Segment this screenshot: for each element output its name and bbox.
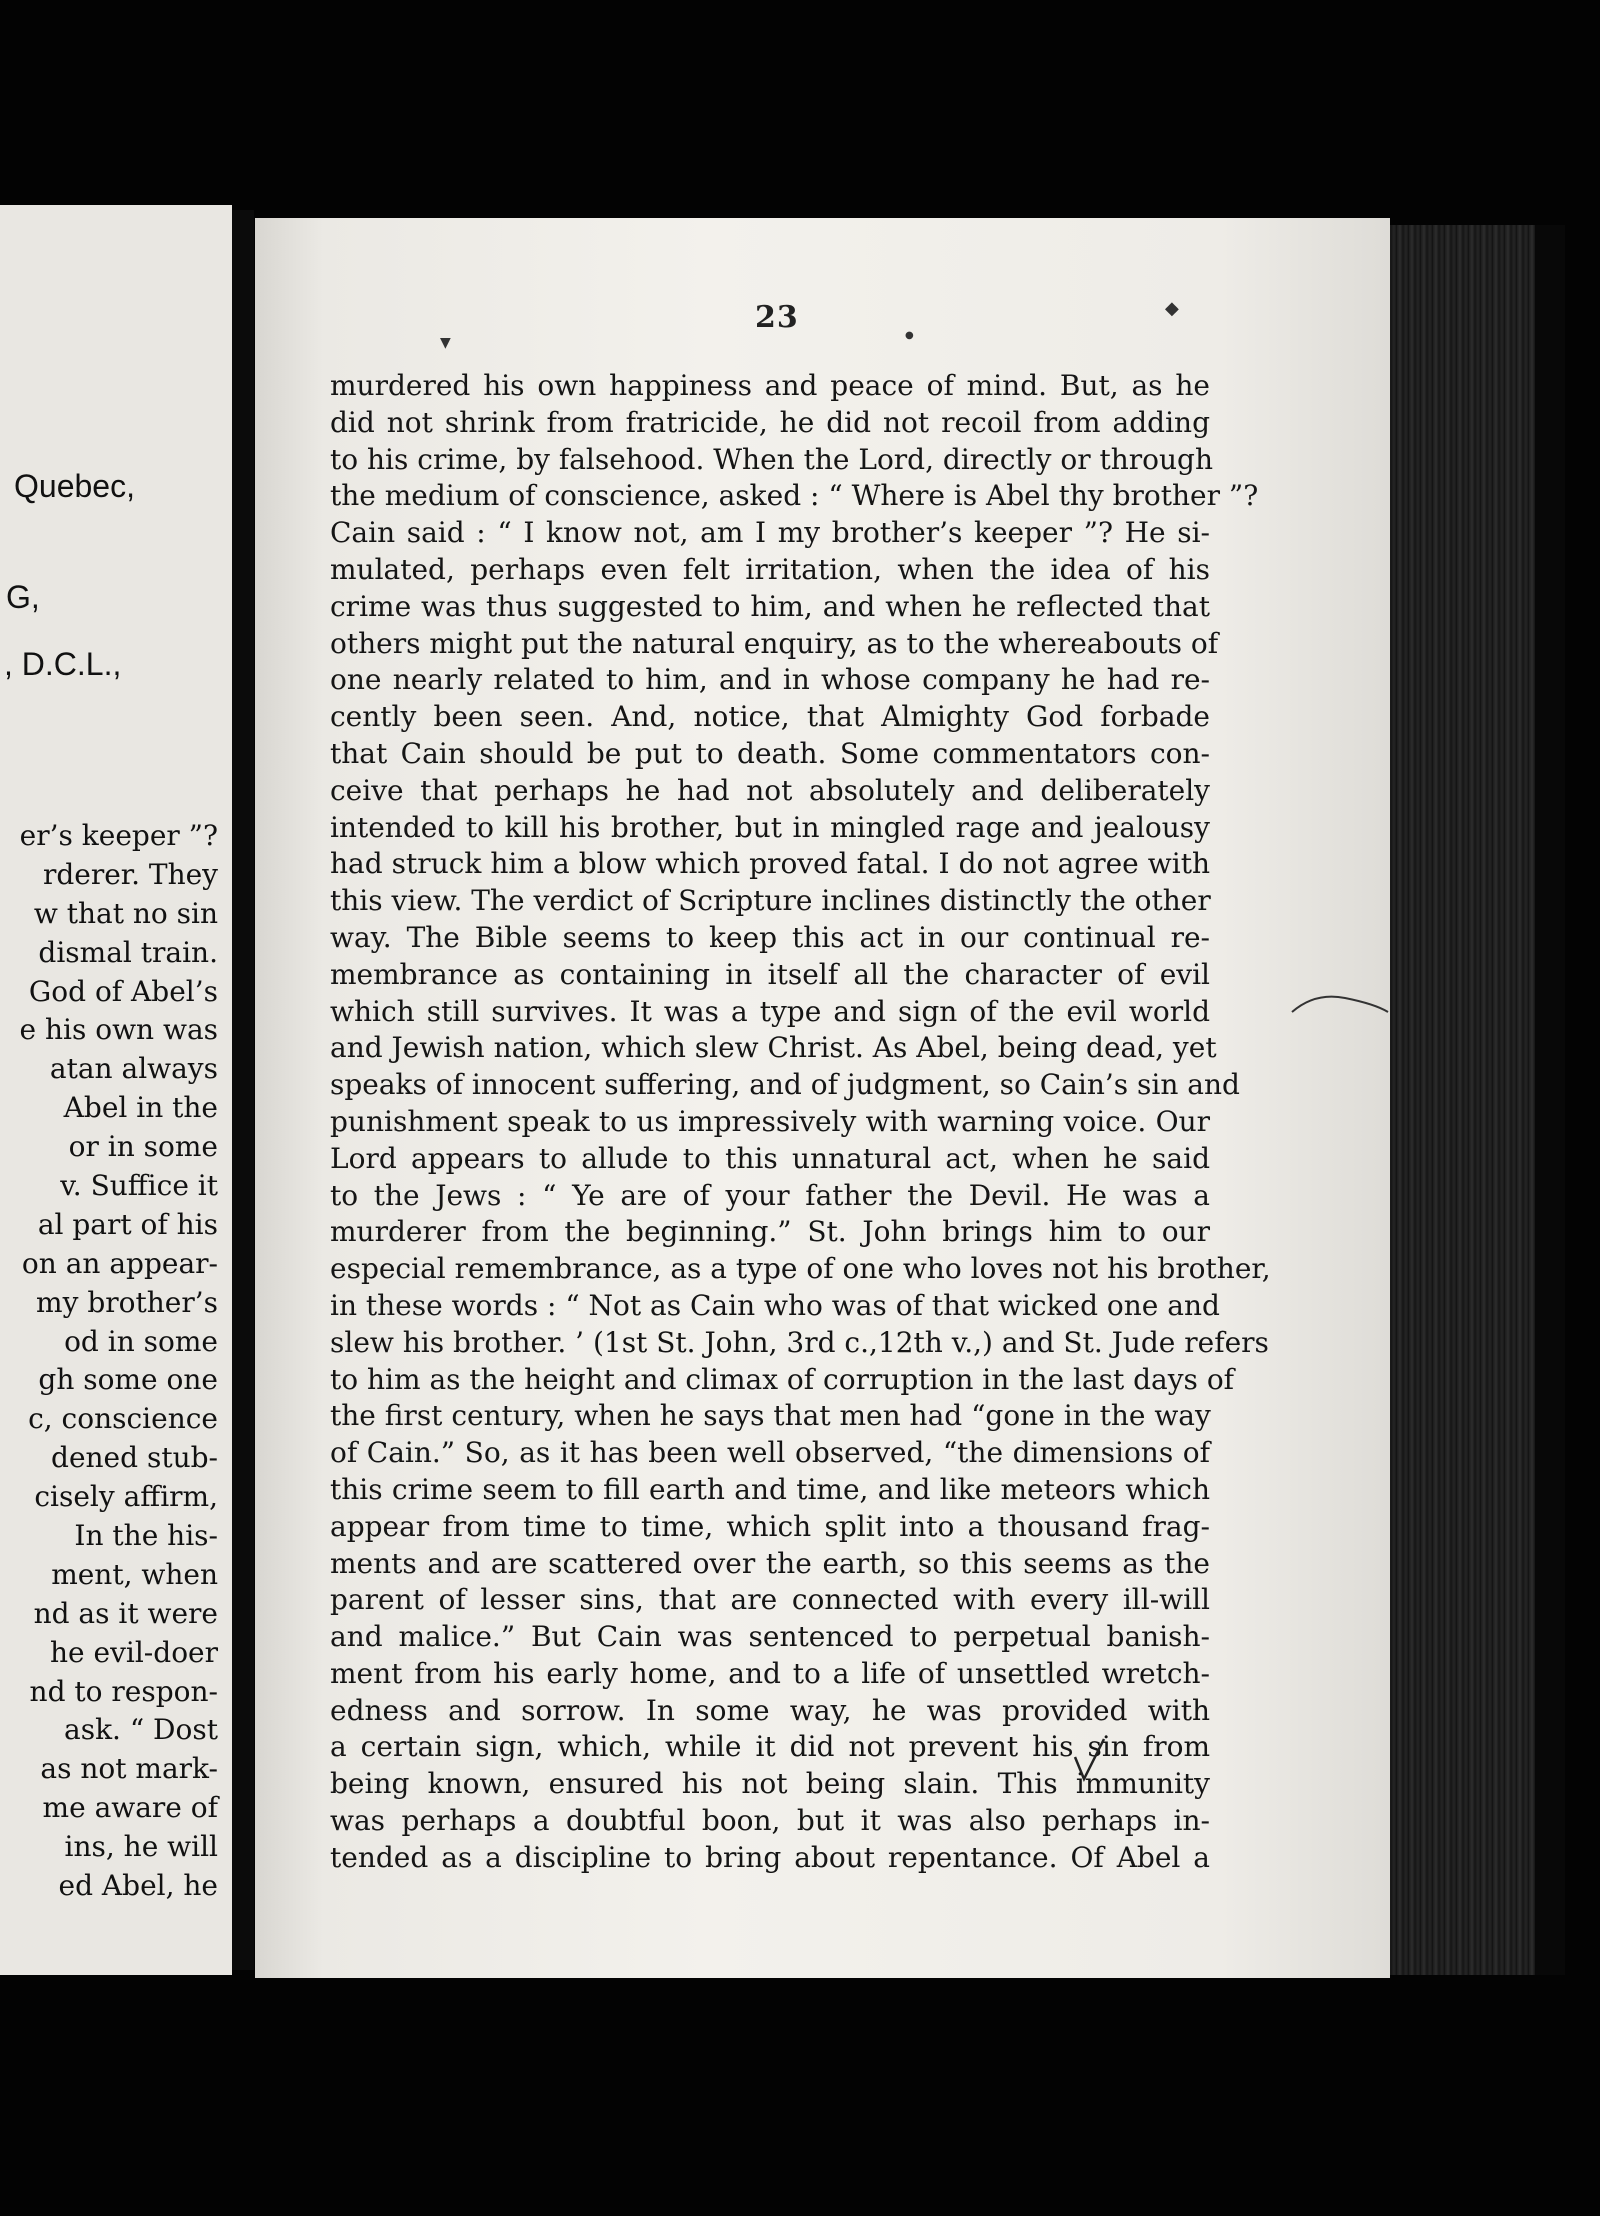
text-line: appear from time to time, which split into a thousand frag-: [330, 1509, 1210, 1543]
text-line: speaks of innocent suffering, and of judgment, so Cain’s sin and: [330, 1068, 1240, 1102]
text-line: this crime seem to fill earth and time, and like meteors which: [330, 1472, 1210, 1506]
left-line: dismal train.: [38, 935, 218, 969]
text-line: this view. The verdict of Scripture inclines distinctly the other: [330, 884, 1211, 918]
left-line: c, conscience: [28, 1402, 218, 1436]
text-line: parent of lesser sins, that are connected with every ill-will: [330, 1583, 1210, 1617]
text-line: crime was thus suggested to him, and when he reflected that: [330, 589, 1210, 623]
left-line: ed Abel, he: [58, 1869, 218, 1903]
text-line: and Jewish nation, which slew Christ. As Abel, being dead, yet: [330, 1031, 1217, 1065]
left-line: ins, he will: [64, 1830, 218, 1864]
left-line: gh some one: [38, 1363, 218, 1397]
text-line: slew his brother. ’ (1st St. John, 3rd c.,12th v.,) and St. Jude refers: [330, 1325, 1269, 1359]
text-line: Lord appears to allude to this unnatural act, when he said: [330, 1141, 1210, 1175]
text-line: cently been seen. And, notice, that Almighty God forbade: [330, 700, 1210, 734]
pencil-check-mark: [1070, 1735, 1110, 1785]
text-line: murdered his own happiness and peace of mind. But, as he: [330, 369, 1210, 402]
text-line: of Cain.” So, as it has been well observed, “the dimensions of: [330, 1436, 1210, 1470]
left-line: ask. “ Dost: [64, 1713, 218, 1747]
left-line: on an appear-: [21, 1246, 218, 1280]
text-line: membrance as containing in itself all the character of evil: [330, 957, 1210, 991]
text-line: especial remembrance, as a type of one who loves not his brother,: [330, 1252, 1271, 1286]
left-line: my brother’s: [36, 1285, 218, 1319]
text-line: one nearly related to him, and in whose company he had re-: [330, 663, 1210, 697]
ink-speck-mark: ◆: [1165, 298, 1179, 319]
left-line: God of Abel’s: [28, 974, 218, 1008]
left-line: w that no sin: [33, 896, 218, 930]
left-line: nd to respon-: [29, 1674, 218, 1708]
left-line: al part of his: [37, 1207, 218, 1241]
text-line: the first century, when he says that men had “gone in the way: [330, 1399, 1211, 1433]
text-line: and malice.” But Cain was sentenced to perpetual banish-: [330, 1620, 1210, 1654]
left-line: rderer. They: [42, 857, 218, 891]
left-line: nd as it were: [33, 1596, 218, 1630]
left-line: ment, when: [51, 1557, 218, 1591]
left-line: me aware of: [42, 1791, 218, 1825]
left-line: he evil-doer: [50, 1635, 218, 1669]
left-header-fragment-g: G,: [6, 579, 40, 615]
text-line: being known, ensured his not being slain. This immunity: [330, 1767, 1210, 1801]
left-line: v. Suffice it: [60, 1169, 218, 1203]
text-line: ceive that perhaps he had not absolutely and deliberately: [330, 773, 1210, 807]
left-line: atan always: [49, 1052, 218, 1086]
ink-speck-mark: ▼: [440, 335, 451, 351]
text-line: to him as the height and climax of corruption in the last days of: [330, 1362, 1235, 1396]
text-line: did not shrink from fratricide, he did not recoil from adding: [330, 405, 1210, 439]
text-line: intended to kill his brother, but in mingled rage and jealousy: [330, 810, 1210, 844]
left-line: cisely affirm,: [34, 1480, 218, 1514]
text-line: Cain said : “ I know not, am I my brother’s keeper ”? He si-: [330, 516, 1210, 550]
body-text: [330, 368, 1271, 1877]
text-line: in these words : “ Not as Cain who was of that wicked one and: [330, 1288, 1220, 1322]
text-line: tended as a discipline to bring about repentance. Of Abel a: [330, 1840, 1210, 1874]
text-line: a certain sign, which, while it did not prevent his sin from: [330, 1730, 1210, 1764]
left-line: or in some: [68, 1130, 218, 1164]
left-line: dened stub-: [51, 1441, 218, 1475]
text-line: ment from his early home, and to a life of unsettled wretch-: [330, 1656, 1210, 1690]
text-line: punishment speak to us impressively with warning voice. Our: [330, 1104, 1210, 1138]
text-line: way. The Bible seems to keep this act in our continual re-: [330, 920, 1210, 954]
text-line: had struck him a blow which proved fatal. I do not agree with: [330, 847, 1210, 881]
left-line: od in some: [64, 1324, 218, 1358]
left-line: e his own was: [19, 1013, 218, 1047]
page-number: 23: [755, 300, 799, 335]
book-gutter: [232, 210, 254, 1970]
pencil-stroke-mark: [1290, 990, 1390, 1030]
ink-speck-mark: ●: [905, 330, 914, 341]
text-line: mulated, perhaps even felt irritation, when the idea of his: [330, 552, 1210, 586]
left-line: Abel in the: [63, 1091, 218, 1125]
left-header-dcl: , D.C.L.,: [4, 646, 122, 682]
left-line: er’s keeper ”?: [19, 819, 218, 852]
text-line: which still survives. It was a type and sign of the evil world: [330, 994, 1210, 1028]
text-line: that Cain should be put to death. Some commentators con-: [330, 736, 1210, 770]
text-line: the medium of conscience, asked : “ Where is Abel thy brother ”?: [330, 479, 1259, 513]
page-edges: [1385, 225, 1565, 1975]
text-line: others might put the natural enquiry, as to the whereabouts of: [330, 626, 1219, 660]
book-cover-edge: [1535, 225, 1565, 1975]
text-line: to the Jews : “ Ye are of your father the Devil. He was a: [330, 1178, 1210, 1212]
text-line: edness and sorrow. In some way, he was provided with: [330, 1693, 1210, 1727]
left-line: In the his-: [74, 1519, 218, 1553]
left-header-quebec: Quebec,: [14, 468, 135, 504]
left-page: [0, 205, 232, 1975]
text-line: murderer from the beginning.” St. John brings him to our: [330, 1215, 1210, 1249]
left-line: as not mark-: [40, 1752, 218, 1786]
text-line: ments and are scattered over the earth, so this seems as the: [330, 1546, 1210, 1580]
text-line: was perhaps a doubtful boon, but it was also perhaps in-: [330, 1804, 1210, 1838]
left-page-text: [19, 817, 218, 1906]
text-line: to his crime, by falsehood. When the Lord, directly or through: [330, 442, 1214, 476]
